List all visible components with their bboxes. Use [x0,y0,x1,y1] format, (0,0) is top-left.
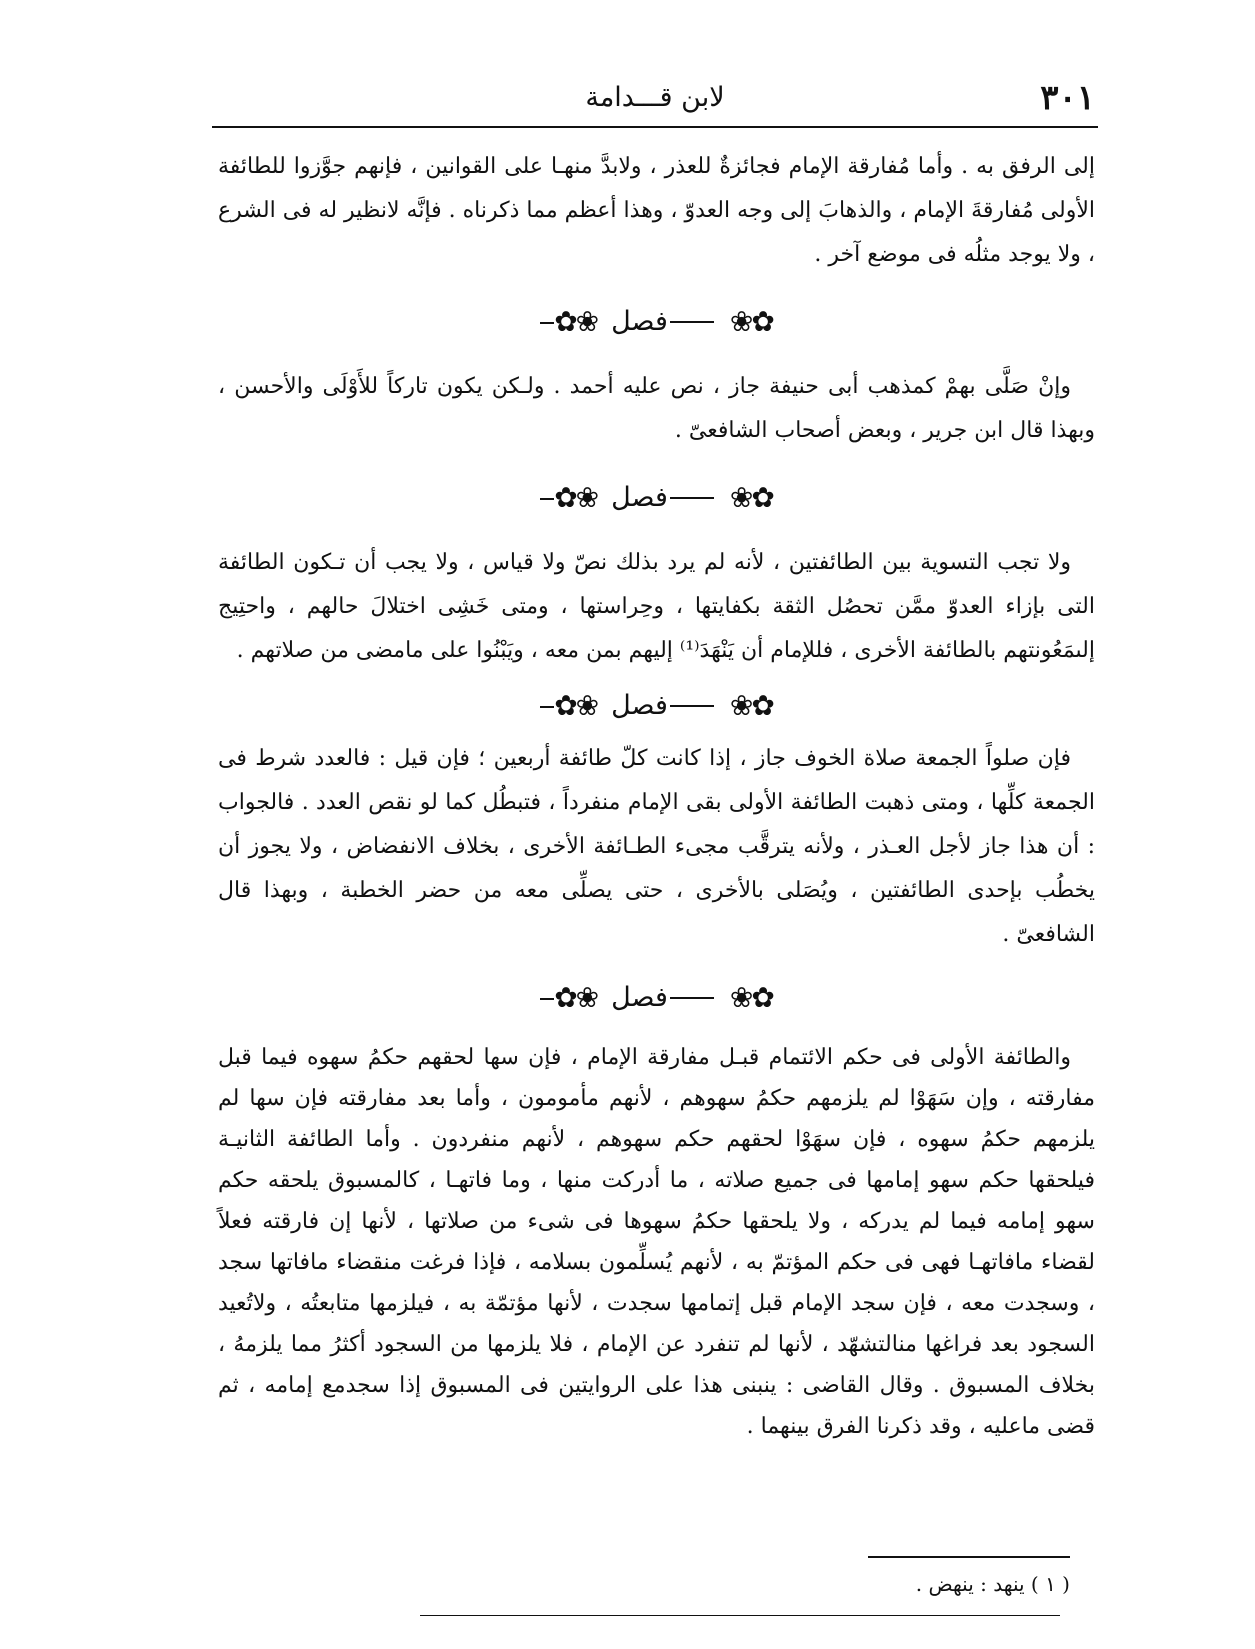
paragraph-2: وإنْ صَلَّى بهمْ كمذهب أبى حنيفة جاز ، نص عليه أحمد . ولـكن يكون تاركاً للأَوْلَى والأحسن ، وبهذا قال ابن جرير ، وبعض أصحاب الشافعىّ . [218,374,1095,443]
running-title: لابن قـــدامة [585,82,725,113]
ornament-icon: ❀✿ [540,689,597,722]
paragraph-4: فإن صلواً الجمعة صلاة الخوف جاز ، إذا كانت كلّ طائفة أربعين ؛ فإن قيل : فالعدد شرط فى الجمعة كلِّها ، ومتى ذهبت الطائفة الأولى بقى الإمام منفرداً ، فتبطُل كما لو نقص العدد . فالجواب : أن هذا جاز لأجل العـذر ، ولأنه يترقَّب مجىء الطـائفة الأخرى ، بخلاف الانفضاض ، ولا يجوز أن يخطُب بإحدى الطائفتين ، ويُصَلى بالأخرى ، حتى يصلِّى معه من حضر الخطبة ، وبهذا قال الشافعىّ . [218,746,1095,947]
page-body [218,145,1095,1447]
ornament-icon: ✿❀ [729,980,773,1014]
bottom-rule [420,1615,1060,1616]
ornament-icon: ✿❀ [729,304,773,338]
ornament-icon: ❀✿ [540,305,597,338]
section-heading-label: فصل [611,482,716,513]
footnote: ( ١ ) ينهد : ينهض . [915,1572,1070,1596]
paragraph-3: ولا تجب التسوية بين الطائفتين ، لأنه لم يرد بذلك نصّ ولا قياس ، ولا يجب أن تـكون الطائفة التى بإزاء العدوّ ممَّن تحصُل الثقة بكفايتها ، وحِراستها ، ومتى خَشِى اختلالَ حالهم ، واحتِيج إلىمَعُونتهم بالطائفة الأخرى ، فللإمام أن يَنْهَدَ⁽¹⁾ إليهم بمن معه ، ويَبْنُوا على مامضى من صلاتهم . [218,550,1095,663]
page-header [215,78,1095,128]
ornament-icon: ✿❀ [729,480,773,514]
page-number: ٣٠١ [1040,78,1095,118]
section-heading-label: فصل [611,982,716,1013]
section-heading-3 [218,673,1095,737]
section-heading-2 [218,453,1095,541]
paragraph-5: والطائفة الأولى فى حكم الائتمام قبـل مفارقة الإمام ، فإن سها لحقهم حكمُ سهوه فيما قبل مفارقته ، وإن سَهَوْا لم يلزمهم حكمُ سهوهم ، لأنهم مأمومون ، وأما بعد مفارقته فإن سها لم يلزمهم حكمُ سهوه ، فإن سهَوْا لحقهم حكم سهوهم ، لأنهم منفردون . وأما الطائفة الثانيـة فيلحقها حكم سهو إمامها فى جميع صلاته ، ما أدركت منها ، وما فاتهـا ، كالمسبوق يلحقه حكم سهو إمامه فيما لم يدركه ، ولا يلحقها حكمُ سهوها فى شىء من صلاتها ، لأنها إن فارقته فعلاً لقضاء مافاتهـا فهى فى حكم المؤتمّ به ، لأنهم يُسلِّمون بسلامه ، فإذا فرغت منقضاء مافاتها سجد ، وسجدت معه ، فإن سجد الإمام قبل إتمامها سجدت ، لأنها مؤتمّة به ، فيلزمها متابعتُه ، ولاتُعيد السجود بعد فراغها منالتشهّد ، لأنها لم تنفرد عن الإمام ، فلا يلزمها من السجود أكثرُ مما يلزمهُ ، بخلاف المسبوق . وقال القاضى : ينبنى هذا على الروايتين فى المسبوق إذا سجدمع إمامه ، ثم قضى ماعليه ، وقد ذكرنا الفرق بينهما . [218,1045,1095,1439]
section-heading-1 [218,277,1095,365]
paragraph-1: إلى الرفق به . وأما مُفارقة الإمام فجائزةٌ للعذر ، ولابدَّ منهـا على القوانين ، فإنهم جوَّزوا للطائفة الأولى مُفارقةَ الإمام ، والذهابَ إلى وجه العدوّ ، وهذا أعظم مما ذكرناه . فإنَّه لانظير له فى الشرع ، ولا يوجد مثلُه فى موضع آخر . [218,154,1095,267]
section-heading-label: فصل [611,690,716,721]
header-rule [212,126,1098,128]
ornament-icon: ❀✿ [540,481,597,514]
ornament-icon: ❀✿ [540,981,597,1014]
section-heading-4 [218,957,1095,1037]
section-heading-label: فصل [611,306,716,337]
footnote-rule [868,1556,1070,1558]
ornament-icon: ✿❀ [729,688,773,722]
